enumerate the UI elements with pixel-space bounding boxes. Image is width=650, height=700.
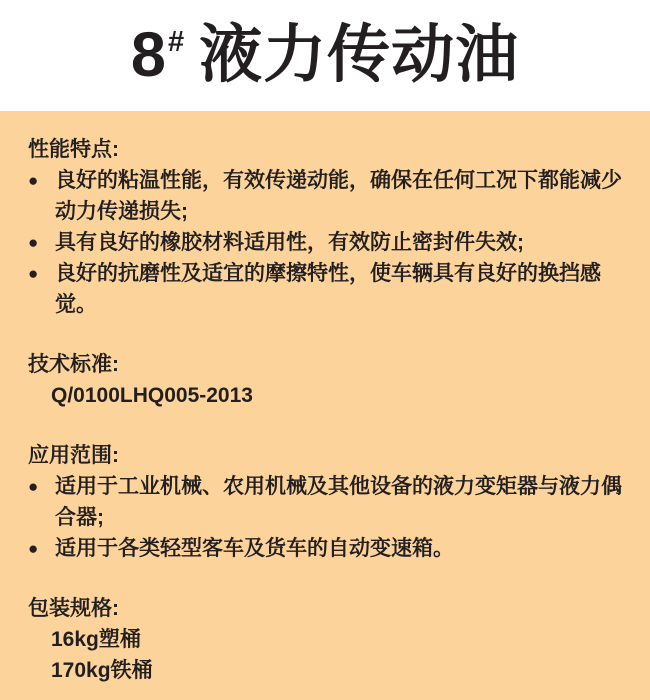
- bullet-icon: ●: [28, 264, 39, 283]
- title-grade-number: 8: [130, 20, 167, 90]
- standard-code: Q/0100LHQ005-2013: [51, 384, 253, 407]
- application-bullet: [28, 471, 622, 533]
- bullet-icon: ●: [28, 233, 39, 252]
- title-product-name: 液力传动油: [199, 20, 520, 90]
- page-title: [130, 20, 520, 90]
- bullet-text: 适用于工业机械、农用机械及其他设备的液力变矩器与液力偶合器;: [55, 475, 622, 529]
- feature-bullet: [28, 165, 622, 227]
- bullet-icon: ●: [28, 477, 39, 496]
- info-panel: [0, 111, 650, 700]
- bullet-icon: ●: [28, 171, 39, 190]
- package-spec: 170kg铁桶: [51, 659, 153, 682]
- section-heading: 性能特点:: [28, 138, 119, 161]
- title-grade-superscript: #: [167, 26, 186, 59]
- section-heading: 技术标准:: [28, 353, 119, 376]
- section-heading: 应用范围:: [28, 444, 119, 467]
- section-standard: [28, 349, 622, 411]
- feature-bullet: [28, 258, 622, 320]
- feature-bullet: [28, 227, 622, 258]
- title-band: [0, 0, 650, 111]
- bullet-text: 良好的粘温性能，有效传递动能，确保在任何工况下都能减少动力传递损失;: [55, 169, 622, 223]
- application-bullet: [28, 533, 622, 564]
- bullet-icon: ●: [28, 539, 39, 558]
- section-performance: [28, 134, 622, 320]
- bullet-text: 良好的抗磨性及适宜的摩擦特性，使车辆具有良好的换挡感觉。: [55, 262, 601, 316]
- bullet-text: 适用于各类轻型客车及货车的自动变速箱。: [55, 537, 454, 560]
- section-packaging: [28, 593, 622, 686]
- bullet-text: 具有良好的橡胶材料适用性，有效防止密封件失效;: [55, 231, 524, 254]
- package-spec: 16kg塑桶: [51, 628, 141, 651]
- section-heading: 包装规格:: [28, 597, 119, 620]
- section-application: [28, 440, 622, 564]
